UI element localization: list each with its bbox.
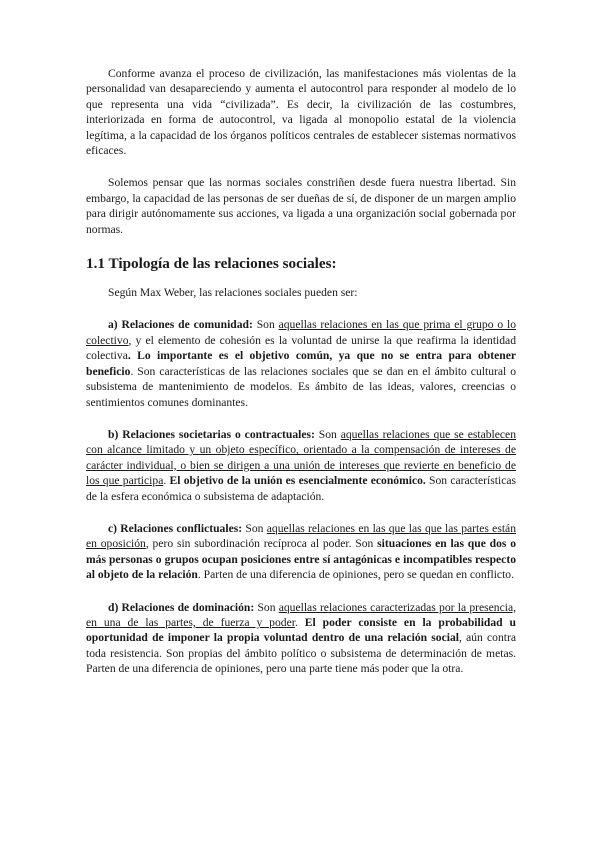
item-relaciones-comunidad (86, 317, 516, 409)
item-emphasis: . Lo importante es el objetivo común, ya que no se entra para obtener beneficio (86, 349, 516, 378)
paragraph-social-norms: Solemos pensar que las normas sociales constriñen desde fuera nuestra libertad. Sin embargo, la capacidad de las personas de ser dueñas de sí, de disponer de un margen amplio para dirigir autónomamente sus acciones, va ligada a una organización social gobernada por normas. (86, 176, 516, 236)
item-text: Son (254, 600, 279, 614)
item-emphasis: El objetivo de la unión es esencialmente económico. (169, 474, 426, 488)
item-definition: aquellas relaciones en las que las que las partes están en oposición (86, 521, 517, 551)
item-relaciones-societarias (86, 427, 516, 504)
item-text: Son (314, 427, 341, 441)
paragraph-civilization: Conforme avanza el proceso de civilización, las manifestaciones más violentas de la personalidad van desapareciendo y aumenta el autocontrol para responder al modelo de lo que representa una vida “civilizada”. Es decir, la civilización de las costumbres, interiorizada en forma de autocontrol, va ligada al monopolio estatal de la violencia legítima, a la capacidad de los órganos políticos centrales de establecer sistemas normativos eficaces. (86, 67, 516, 158)
item-label: a) Relaciones de comunidad: (108, 318, 253, 332)
item-relaciones-dominacion (86, 600, 516, 677)
item-definition: aquellas relaciones que se establecen con alcance limitado y un objeto específico, orientado a la compensación de intereses de carácter individual, o bien se dirigen a una unión de intereses que revierte en beneficio de los que participa (86, 427, 516, 488)
item-text: , y el elemento de cohesión es la voluntad de unirse la que reafirma la identidad colectiva (86, 333, 516, 363)
item-label: c) Relaciones conflictuales: (108, 521, 243, 535)
section-heading: 1.1 Tipología de las relaciones sociales: (86, 255, 337, 273)
item-text: . (163, 474, 170, 488)
item-text: , aún contra toda resistencia. Son propias del ámbito político o subsistema de determinación de metas. Parten de una diferencia de opiniones, pero una parte tiene más poder que la otra. (86, 631, 517, 676)
item-label: b) Relaciones societarias o contractuales: (108, 427, 315, 441)
item-text: . Son características de las relaciones sociales que se dan en el ámbito cultural o subsistema de mantenimiento de modelos. Es ámbito de las ideas, valores, creencias o sentimientos comunes dominantes. (86, 364, 516, 409)
item-text: . (294, 615, 305, 629)
document-page (86, 66, 516, 677)
item-emphasis: El poder consiste en la probabilidad u oportunidad de imponer la propia voluntad dentro de una relación social (86, 615, 516, 645)
item-relaciones-conflictuales (86, 521, 516, 583)
section-intro: Según Max Weber, las relaciones sociales pueden ser: (108, 286, 358, 300)
item-label: d) Relaciones de dominación: (108, 600, 255, 614)
item-text: Son (252, 318, 279, 332)
item-definition: aquellas relaciones en las que prima el grupo o lo colectivo (86, 318, 516, 347)
item-text: , pero sin subordinación recíproca al poder. Son (145, 537, 378, 551)
item-emphasis: situaciones en las que dos o más personas o grupos ocupan posiciones entre sí antagónicas e incompatibles respecto al objeto de la relación (86, 537, 516, 582)
item-text: . Parten de una diferencia de opiniones, pero se quedan en conflicto. (197, 568, 514, 582)
item-text: Son (242, 521, 267, 535)
item-text: Son características de la esfera económica o subsistema de adaptación. (86, 474, 517, 503)
item-definition: aquellas relaciones caracterizadas por la presencia, en una de las partes, de fuerza y poder (86, 600, 516, 629)
